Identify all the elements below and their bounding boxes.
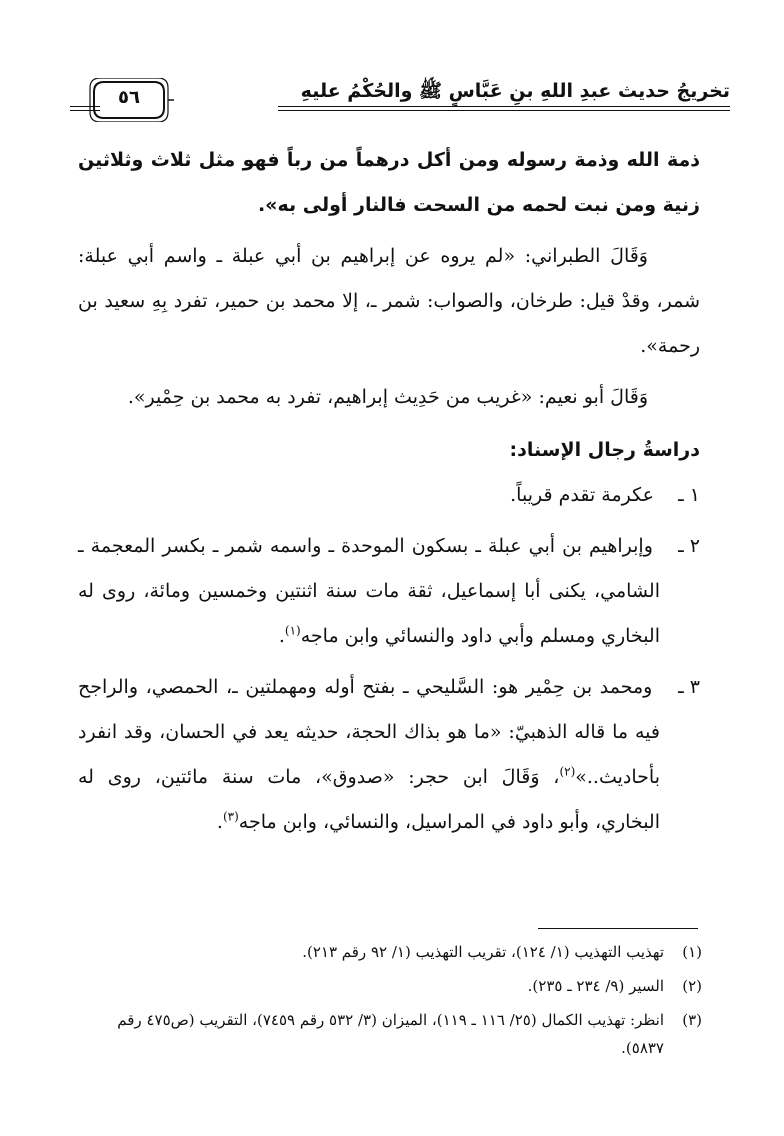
list-item-3-text-a: ومحمد بن حِمْير هو: السَّليحي ـ بفتح أوله ومهملتين ـ، الحمصي، والراجح فيه ما قاله الذهبيّ: «ما هو بذاك الحجة، حديثه يعد في الحسان، وقد انفرد بأحاديث..» xyxy=(78,676,660,788)
list-item-2 xyxy=(78,524,700,659)
list-item-2-text: وإبراهيم بن أبي عبلة ـ بسكون الموحدة ـ واسمه شمر ـ بكسر المعجمة ـ الشامي، يكنى أبا إسماعيل، ثقة مات سنة اثنتين وخمسين ومائة، روى له البخاري ومسلم وأبي داود والنسائي وابن ماجه xyxy=(78,535,660,647)
list-marker-1: ١ ـ xyxy=(678,484,700,506)
main-text xyxy=(78,138,700,845)
footnote-ref-3[interactable]: (٣) xyxy=(222,809,239,824)
running-header xyxy=(70,78,730,122)
header-rule-2 xyxy=(278,110,730,111)
abu-nuaym-quote: وَقَالَ أبو نعيم: «غريب من حَدِيث إبراهيم، تفرد به محمد بن حِمْير». xyxy=(127,386,648,408)
footnote-marker-3: (٣) xyxy=(682,1011,702,1029)
list-item-1-text: عكرمة تقدم قريباً. xyxy=(510,484,654,506)
hadith-text: ذمة الله وذمة رسوله ومن أكل درهماً من رباً فهو مثل ثلاث وثلاثين زنية ومن نبت لحمه من السحت فالنار أولى به». xyxy=(78,149,700,216)
list-marker-3: ٣ ـ xyxy=(678,676,700,698)
footnote-text-2: السير (٩/ ٢٣٤ ـ ٢٣٥). xyxy=(527,977,664,995)
list-item-1 xyxy=(78,473,700,518)
footnote-marker-2: (٢) xyxy=(682,977,702,995)
footnote-1 xyxy=(96,938,702,966)
list-item-3-end: . xyxy=(216,811,223,833)
footnote-3 xyxy=(96,1006,702,1062)
footnotes xyxy=(96,938,702,1068)
footnote-text-1: تهذيب التهذيب (١/ ١٢٤)، تقريب التهذيب (١/ ٩٢ رقم ٢١٣). xyxy=(302,943,664,961)
footnote-2 xyxy=(96,972,702,1000)
list-item-3-text-b: ، وَقَالَ ابن حجر: «صدوق»، مات سنة مائتين، روى له البخاري، وأبو داود في المراسيل، والنسائي، وابن ماجه xyxy=(78,766,660,833)
page-number: ٥٦ xyxy=(118,87,140,108)
footnote-text-3: انظر: تهذيب الكمال (٢٥/ ١١٦ ـ ١١٩)، الميزان (٣/ ٥٣٢ رقم ٧٤٥٩)، التقريب (ص٤٧٥ رقم ٥٨٣٧). xyxy=(117,1011,664,1057)
list-item-3 xyxy=(78,665,700,845)
footnote-ref-2[interactable]: (٢) xyxy=(559,764,576,779)
list-marker-2: ٢ ـ xyxy=(678,535,700,557)
page-number-frame xyxy=(70,78,174,122)
header-title: تخريجُ حديث عبدِ اللهِ بنِ عَبَّاسٍ ﷺ والحُكْمُ عليهِ xyxy=(300,80,730,102)
footnote-marker-1: (١) xyxy=(682,943,702,961)
header-rule xyxy=(278,106,730,107)
footnote-ref-1[interactable]: (١) xyxy=(284,623,301,638)
footnote-separator xyxy=(538,928,698,929)
tabarani-quote: وَقَالَ الطبراني: «لم يروه عن إبراهيم بن أبي عبلة ـ واسم أبي عبلة: شمر، وقدْ قيل: طرخان، والصواب: شمر ـ، إلا محمد بن حمير، تفرد بِهِ سعيد بن رحمة». xyxy=(78,245,700,357)
list-item-2-end: . xyxy=(278,625,285,647)
section-title: دراسةُ رجال الإسناد: xyxy=(509,439,700,461)
